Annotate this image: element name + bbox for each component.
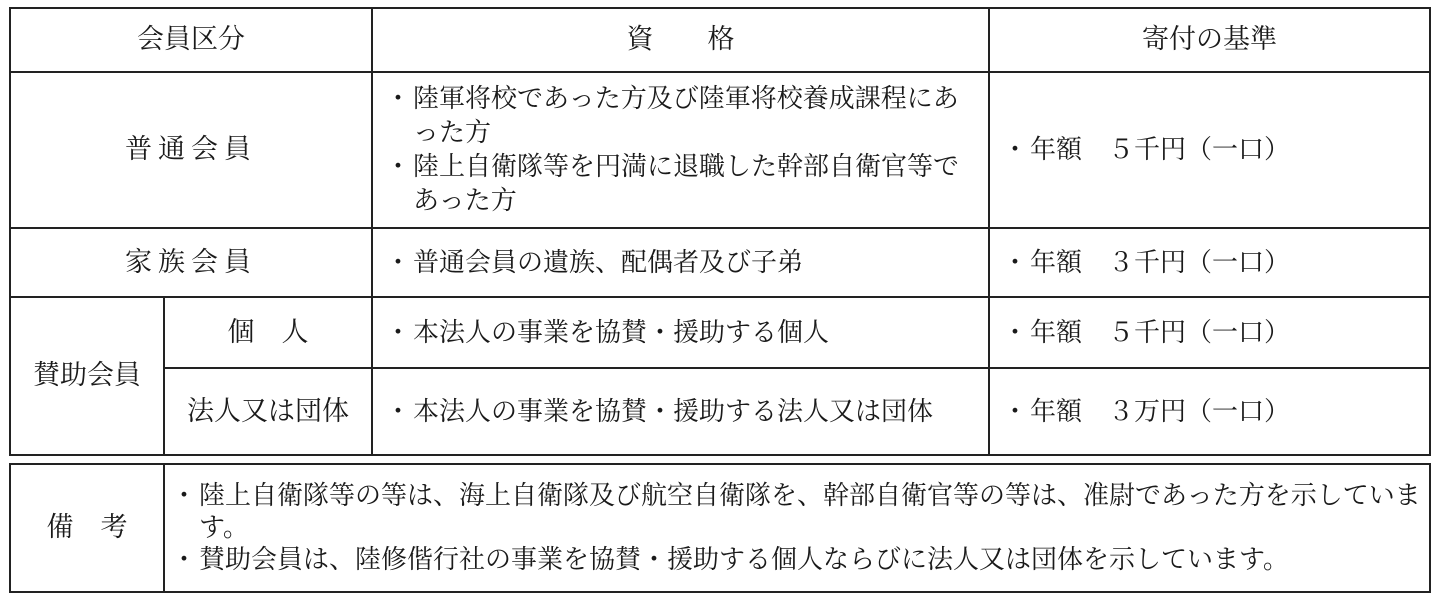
membership-table [9, 7, 1431, 456]
list-item: ・ 陸軍将校であった方及び陸軍将校養成課程にあった方 [391, 82, 978, 150]
subcategory-corporate: 法人又は団体 [164, 368, 372, 455]
table-row-family [10, 228, 1430, 297]
header-category: 会員区分 [10, 8, 372, 72]
list-item: ・ 賛助会員は、陸修偕行社の事業を協賛・援助する個人ならびに法人又は団体を示しています。 [177, 544, 1425, 576]
qualification-family: ・ 普通会員の遺族、配偶者及び子弟 [372, 228, 989, 297]
header-qualification: 資 格 [372, 8, 989, 72]
qualification-individual: ・ 本法人の事業を協賛・援助する個人 [372, 297, 989, 368]
category-family: 家族会員 [10, 228, 372, 297]
contribution-regular: ・ 年額 ５千円（一口） [989, 72, 1430, 228]
contribution-corporate: ・ 年額 ３万円（一口） [989, 368, 1430, 455]
list-item: ・ 陸上自衛隊等を円満に退職した幹部自衛官等であった方 [391, 150, 978, 218]
table-row-supporting-corporate [10, 368, 1430, 455]
remarks-row [10, 464, 1430, 592]
category-supporting: 賛助会員 [10, 297, 164, 455]
qualification-corporate: ・ 本法人の事業を協賛・援助する法人又は団体 [372, 368, 989, 455]
header-row [10, 8, 1430, 72]
category-regular: 普通会員 [10, 72, 372, 228]
qualification-regular [372, 72, 989, 228]
remarks-table [9, 463, 1431, 593]
remarks-label: 備 考 [10, 464, 164, 592]
contribution-individual: ・ 年額 ５千円（一口） [989, 297, 1430, 368]
table-row-supporting-individual [10, 297, 1430, 368]
remarks-content [164, 464, 1430, 592]
header-contribution: 寄付の基準 [989, 8, 1430, 72]
contribution-family: ・ 年額 ３千円（一口） [989, 228, 1430, 297]
list-item: ・ 陸上自衛隊等の等は、海上自衛隊及び航空自衛隊を、幹部自衛官等の等は、准尉であった方を示しています。 [177, 480, 1425, 544]
subcategory-individual: 個 人 [164, 297, 372, 368]
table-row-regular [10, 72, 1430, 228]
